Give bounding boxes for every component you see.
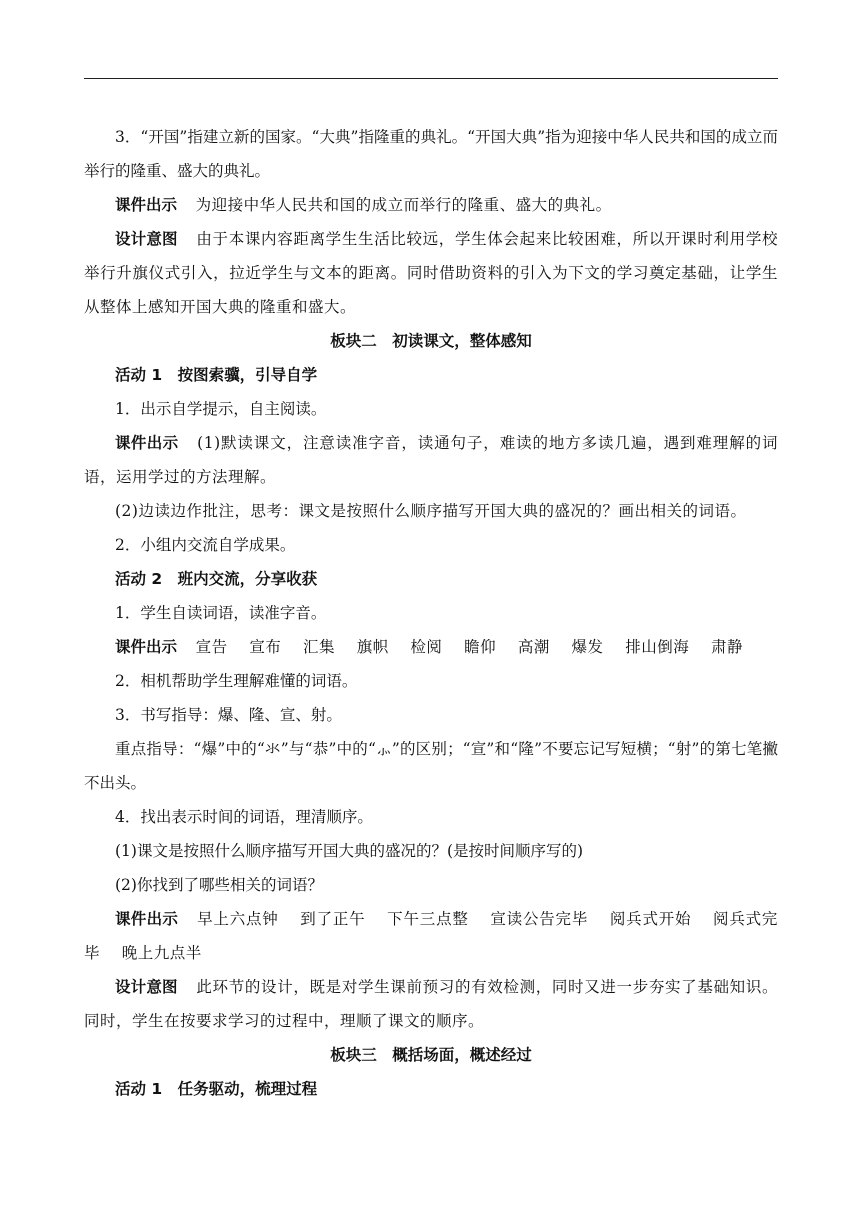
- courseware-time-words: [84, 902, 778, 970]
- courseware-text: 为迎接中华人民共和国的成立而举行的隆重、盛大的典礼。: [195, 196, 612, 214]
- vocab-word: 宣布: [249, 638, 282, 656]
- vocab-word: 爆发: [571, 638, 604, 656]
- paragraph: (2)你找到了哪些相关的词语？: [115, 876, 323, 894]
- paragraph: 1．出示自学提示，自主阅读。: [115, 400, 327, 418]
- design-intent-label: 设计意图: [115, 230, 178, 248]
- vocab-word: 肃静: [710, 638, 743, 656]
- paragraph: 2．小组内交流自学成果。: [115, 536, 296, 554]
- time-word: 阅兵式开始: [609, 910, 692, 928]
- section-heading: 板块二 初读课文，整体感知: [330, 332, 532, 350]
- courseware-label: 课件出示: [115, 910, 179, 928]
- design-intent-block: [84, 222, 778, 324]
- courseware-block: [84, 426, 778, 494]
- vocab-word: 汇集: [303, 638, 336, 656]
- vocab-word: 宣告: [195, 638, 228, 656]
- time-word: 宣读公告完毕: [490, 910, 589, 928]
- vocab-word: 排山倒海: [625, 638, 690, 656]
- vocab-word: 高潮: [517, 638, 550, 656]
- design-intent-block: [84, 970, 778, 1038]
- design-intent-label: 设计意图: [115, 978, 178, 996]
- paragraph: 1．学生自读词语，读准字音。: [115, 604, 327, 622]
- vocab-word: 旗帜: [356, 638, 389, 656]
- courseware-label: 课件出示: [115, 196, 178, 214]
- paragraph: 3．“开国”指建立新的国家。“大典”指隆重的典礼。“开国大典”指为迎接中华人民共和国的成立而举行的隆重、盛大的典礼。: [84, 128, 778, 180]
- activity-heading: 活动 2 班内交流，分享收获: [115, 570, 318, 588]
- courseware-text: (2)边读边作批注，思考：课文是按照什么顺序描写开国大典的盛况的？画出相关的词语。: [115, 502, 747, 520]
- header-rule: [84, 78, 778, 79]
- section-heading: 板块三 概括场面，概述经过: [330, 1046, 532, 1064]
- time-word: 晚上九点半: [121, 944, 202, 962]
- vocab-word: 检阅: [410, 638, 443, 656]
- paragraph: 重点指导：“爆”中的“氺”与“恭”中的“⺗”的区别；“宣”和“隆”不要忘记写短横；“射”的第七笔撇不出头。: [84, 740, 778, 792]
- paragraph: 3．书写指导：爆、隆、宣、射。: [115, 706, 342, 724]
- vocab-word: 瞻仰: [464, 638, 497, 656]
- activity-heading: 活动 1 按图索骥，引导自学: [115, 366, 318, 384]
- paragraph: 2．相机帮助学生理解难懂的词语。: [115, 672, 358, 690]
- time-word: 阅兵式完毕: [84, 910, 778, 962]
- courseware-text: (1)默读课文，注意读准字音，读通句子，难读的地方多读几遍，遇到难理解的词语，运用学过的方法理解。: [84, 434, 778, 486]
- courseware-words: [84, 630, 778, 664]
- document-body: [84, 120, 778, 1106]
- time-word: 到了正午: [300, 910, 366, 928]
- activity-heading: 活动 1 任务驱动，梳理过程: [115, 1080, 318, 1098]
- time-word: 早上六点钟: [196, 910, 279, 928]
- courseware-label: 课件出示: [115, 434, 179, 452]
- paragraph: (1)课文是按照什么顺序描写开国大典的盛况的？(是按时间顺序写的): [115, 842, 584, 860]
- design-intent-text: 由于本课内容距离学生生活比较远，学生体会起来比较困难，所以开课时利用学校举行升旗仪式引入，拉近学生与文本的距离。同时借助资料的引入为下文的学习奠定基础，让学生从整体上感知开国大典的隆重和盛大。: [84, 230, 778, 316]
- courseware-label: 课件出示: [115, 638, 178, 656]
- paragraph: 4．找出表示时间的词语，理清顺序。: [115, 808, 373, 826]
- design-intent-text: 此环节的设计，既是对学生课前预习的有效检测，同时又进一步夯实了基础知识。同时，学生在按要求学习的过程中，理顺了课文的顺序。: [84, 978, 778, 1030]
- time-word: 下午三点整: [387, 910, 469, 928]
- courseware-block: [84, 188, 778, 222]
